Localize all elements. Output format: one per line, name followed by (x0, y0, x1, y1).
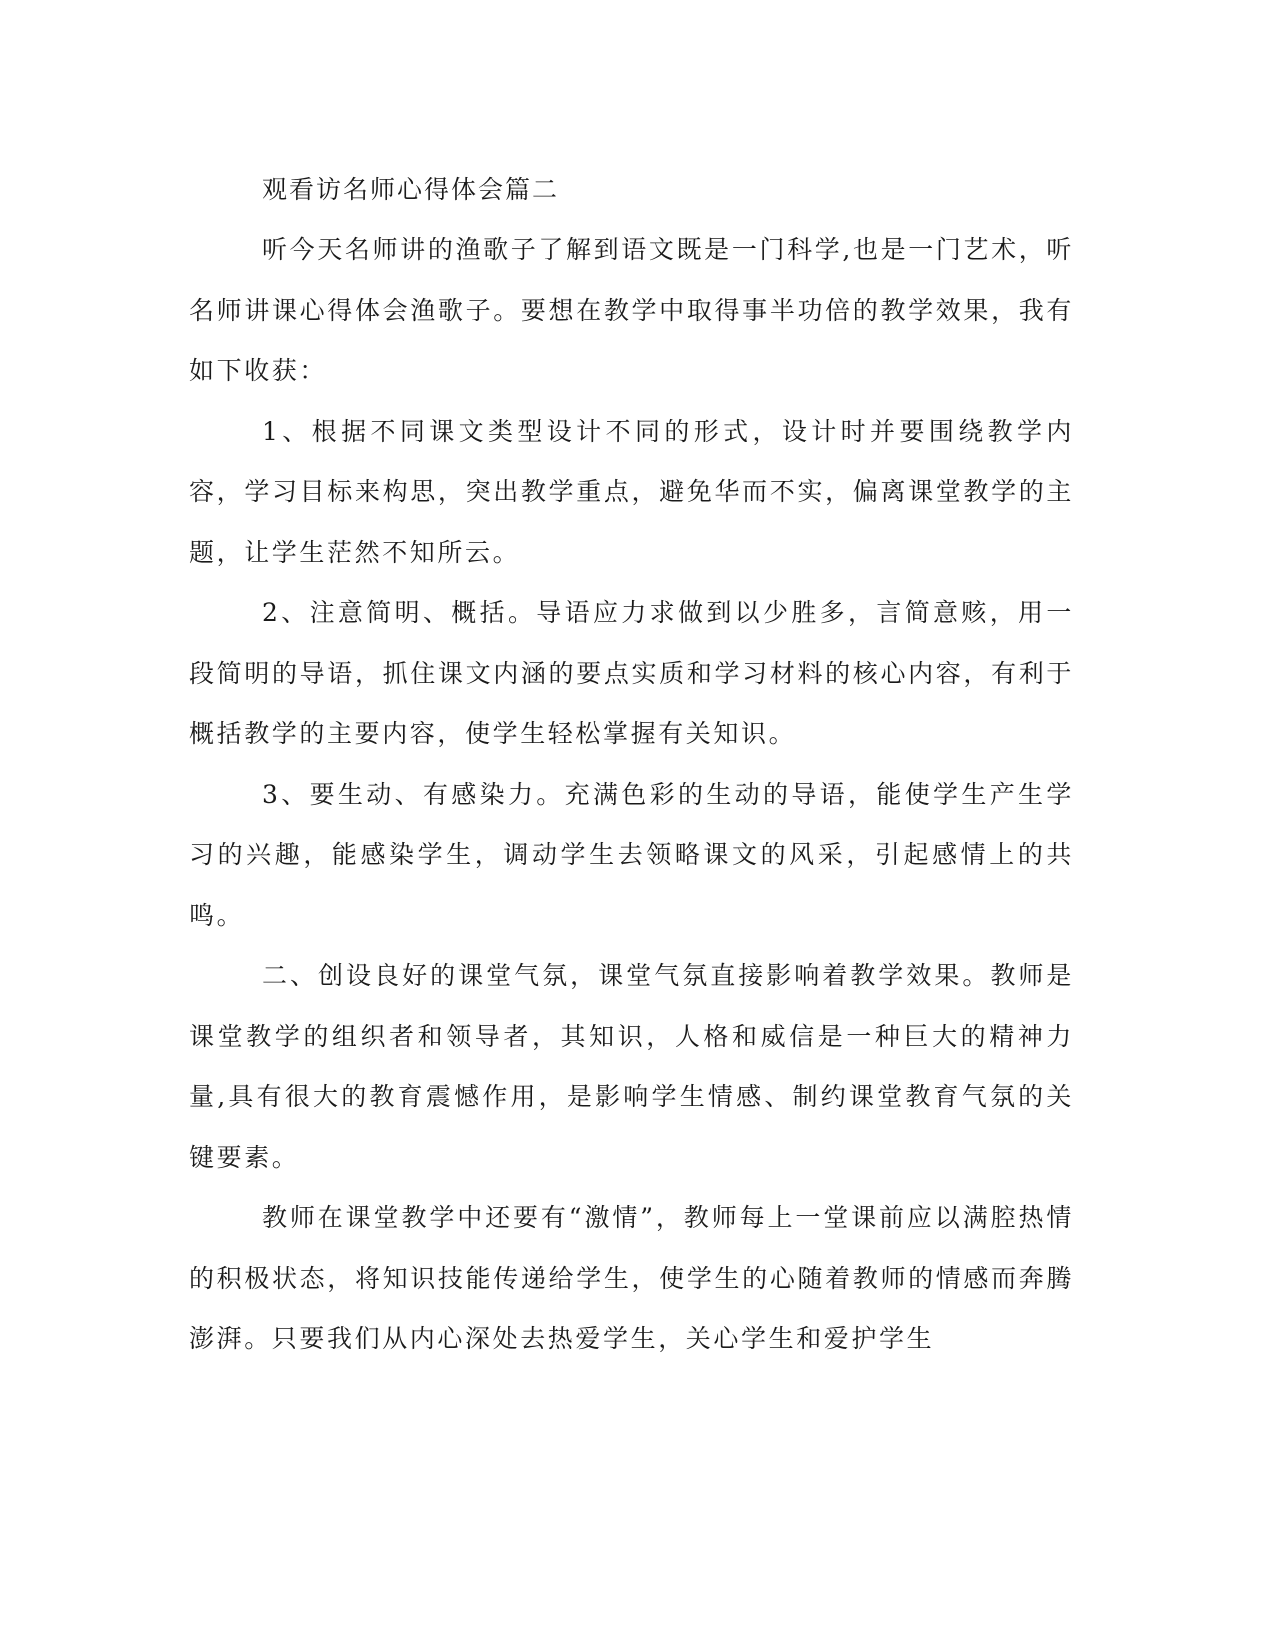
paragraph-teacher-passion: 教师在课堂教学中还要有“激情”，教师每上一堂课前应以满腔热情的积极状态，将知识技能传递给学生，使学生的心随着教师的情感而奔腾澎湃。只要我们从内心深处去热爱学生，关心学生和爱护学生 (189, 1203, 1074, 1353)
paragraph-section-2: 二、创设良好的课堂气氛，课堂气氛直接影响着教学效果。教师是课堂教学的组织者和领导者，其知识，人格和威信是一种巨大的精神力量,具有很大的教育震憾作用，是影响学生情感、制约课堂教育气氛的关键要素。 (189, 961, 1074, 1172)
document-body (189, 160, 1074, 1370)
paragraph-point-2: 2、注意简明、概括。导语应力求做到以少胜多，言简意赅，用一段简明的导语，抓住课文内涵的要点实质和学习材料的核心内容，有利于概括教学的主要内容，使学生轻松掌握有关知识。 (189, 598, 1074, 748)
paragraph-point-1: 1、根据不同课文类型设计不同的形式，设计时并要围绕教学内容，学习目标来构思，突出教学重点，避免华而不实，偏离课堂教学的主题，让学生茫然不知所云。 (189, 416, 1074, 567)
paragraph-intro: 听今天名师讲的渔歌子了解到语文既是一门科学,也是一门艺术，听名师讲课心得体会渔歌子。要想在教学中取得事半功倍的教学效果，我有如下收获： (189, 235, 1074, 385)
paragraph-point-3: 3、要生动、有感染力。充满色彩的生动的导语，能使学生产生学习的兴趣，能感染学生，调动学生去领略课文的风采，引起感情上的共鸣。 (189, 779, 1074, 930)
document-title: 观看访名师心得体会篇二 (262, 175, 560, 204)
